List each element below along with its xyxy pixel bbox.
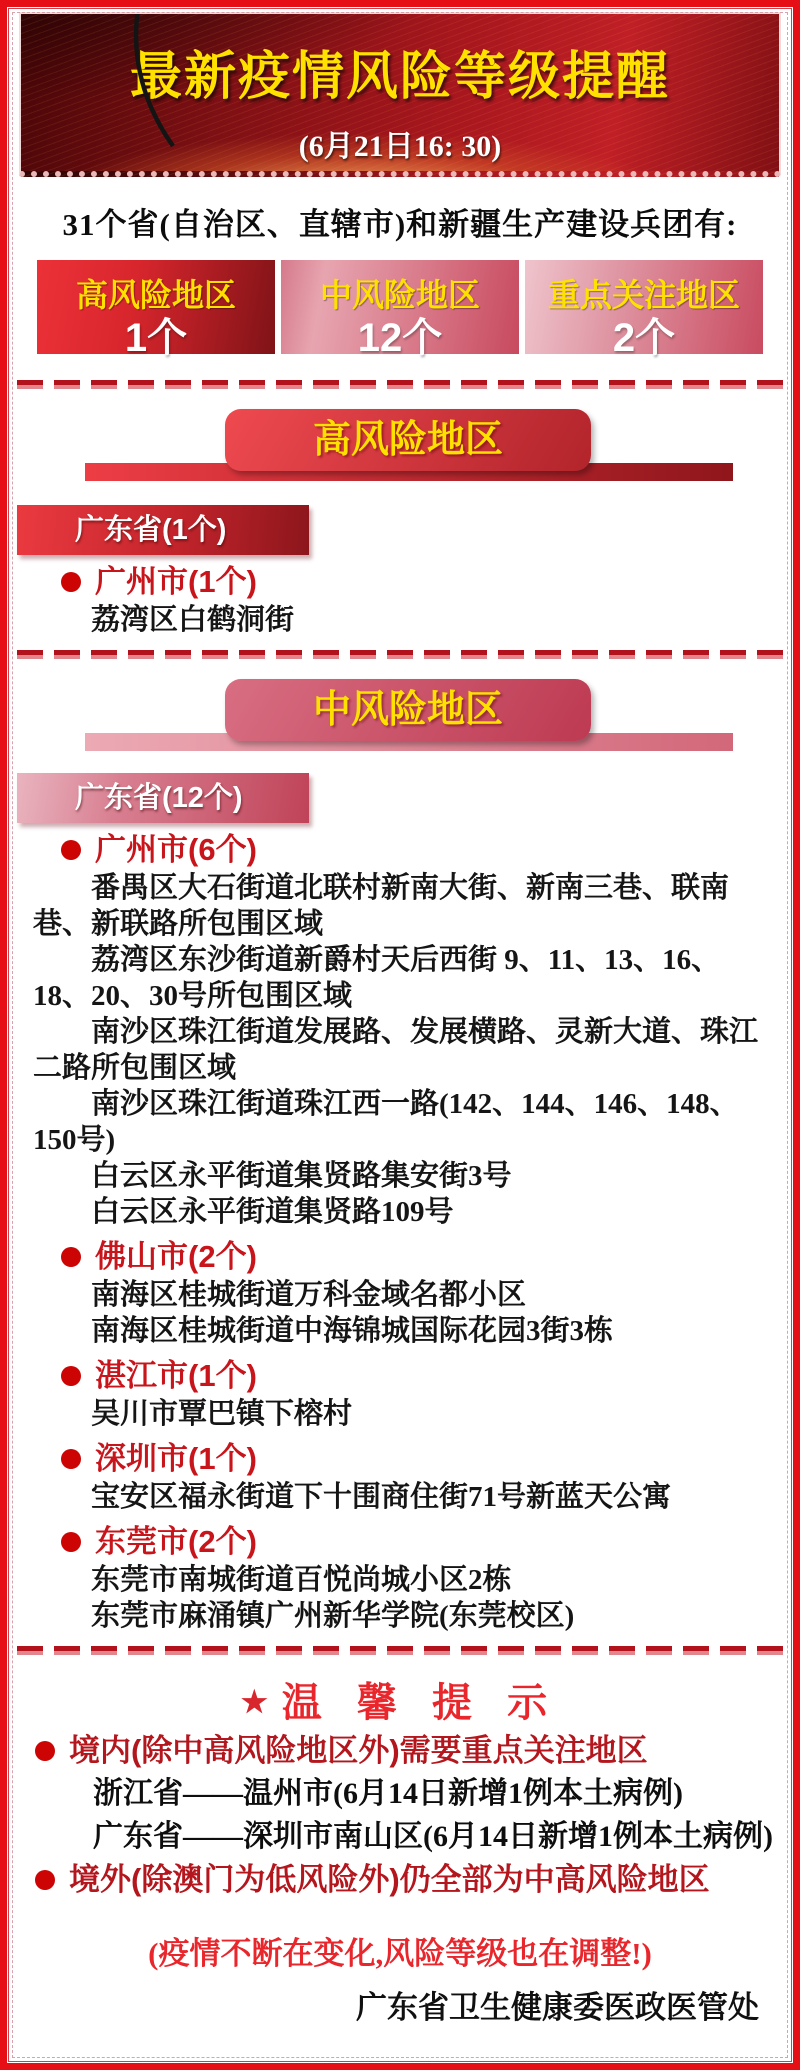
city-name: 深圳市(1个): [95, 1441, 257, 1476]
tip-subline: 广东省——深圳市南山区(6月14日新增1例本土病例): [93, 1820, 773, 1853]
tip-text: 境内(除中高风险地区外)需要重点关注地区: [69, 1733, 648, 1768]
tip-row-domestic: [35, 1732, 793, 1770]
signature: 广东省卫生健康委医政医管处: [356, 1990, 759, 2025]
city-row: [61, 831, 769, 868]
tip-row-overseas: [35, 1861, 793, 1899]
stats-row: [37, 260, 763, 360]
city-row: [61, 1523, 769, 1560]
bullet-icon: [61, 1366, 81, 1386]
address-line: 白云区永平街道集贤路集安街3号: [91, 1160, 512, 1192]
province-bar-high-risk: 广东省(1个): [17, 505, 309, 555]
city-row: [61, 563, 769, 600]
high-risk-list: [33, 563, 769, 638]
address-line: 南海区桂城街道万科金域名都小区: [91, 1279, 527, 1311]
stat-card-mid-risk: [281, 260, 519, 360]
dashed-separator: [17, 1646, 783, 1655]
city-row: [61, 1238, 769, 1275]
stat-label: 高风险地区: [75, 277, 236, 313]
stat-count: 12个: [357, 316, 443, 360]
city-row: [61, 1357, 769, 1394]
page-subtitle: (6月21日16: 30): [298, 130, 502, 163]
string-decoration-icon: [21, 12, 241, 157]
tips-title-text: 温 馨 提 示: [281, 1681, 560, 1725]
city-name: 佛山市(2个): [95, 1239, 257, 1274]
tip-subline: 浙江省——温州市(6月14日新增1例本土病例): [93, 1777, 683, 1810]
stat-label: 中风险地区: [319, 277, 480, 313]
tips-title: [7, 1679, 793, 1727]
bullet-icon: [35, 1870, 55, 1890]
high-risk-section-header: [7, 409, 793, 489]
address-line: 南沙区珠江街道珠江西一路(142、144、146、148、150号): [33, 1088, 739, 1156]
city-name: 东莞市(2个): [95, 1524, 257, 1559]
mid-risk-section-header: [7, 679, 793, 759]
star-icon: ★: [240, 1686, 268, 1719]
stat-card-high-risk: [37, 260, 275, 360]
section-title-mid-risk: 中风险地区: [225, 679, 591, 741]
bullet-icon: [61, 840, 81, 860]
address-line: 荔湾区白鹤洞街: [91, 604, 295, 636]
city-row: [61, 1440, 769, 1477]
address-line: 南沙区珠江街道发展路、发展横路、灵新大道、珠江二路所包围区域: [33, 1016, 759, 1084]
dashed-separator: [17, 380, 783, 389]
address-line: 番禺区大石街道北联村新南大街、新南三巷、联南巷、新联路所包围区域: [33, 872, 730, 940]
stat-count: 2个: [612, 316, 676, 360]
dashed-separator: [17, 650, 783, 659]
bullet-icon: [61, 1532, 81, 1552]
bullet-icon: [61, 1449, 81, 1469]
city-name: 广州市(6个): [95, 832, 257, 867]
address-line: 白云区永平街道集贤路109号: [91, 1196, 454, 1228]
section-title-high-risk: 高风险地区: [225, 409, 591, 471]
address-line: 宝安区福永街道下十围商住街71号新蓝天公寓: [91, 1481, 672, 1513]
bullet-icon: [61, 572, 81, 592]
bullet-icon: [35, 1741, 55, 1761]
stat-card-watch: [525, 260, 763, 360]
address-line: 南海区桂城街道中海锦城国际花园3街3栋: [91, 1315, 614, 1347]
mid-risk-list: [33, 831, 769, 1634]
page-title: 最新疫情风险等级提醒: [129, 49, 670, 106]
address-line: 东莞市南城街道百悦尚城小区2栋: [91, 1564, 512, 1596]
header-banner: [19, 12, 781, 177]
address-line: 东莞市麻涌镇广州新华学院(东莞校区): [91, 1600, 575, 1632]
stat-label: 重点关注地区: [547, 277, 740, 313]
stat-count: 1个: [124, 316, 188, 360]
province-bar-mid-risk: 广东省(12个): [17, 773, 309, 823]
city-name: 广州市(1个): [95, 564, 257, 599]
address-line: 荔湾区东沙街道新爵村天后西街 9、11、13、16、 18、20、30号所包围区域: [33, 944, 721, 1012]
address-line: 吴川市覃巴镇下榕村: [91, 1398, 353, 1430]
bullet-icon: [61, 1247, 81, 1267]
city-name: 湛江市(1个): [95, 1358, 257, 1393]
tip-text: 境外(除澳门为低风险外)仍全部为中高风险地区: [69, 1862, 710, 1897]
intro-heading: 31个省(自治区、直辖市)和新疆生产建设兵团有:: [62, 207, 738, 242]
changing-note: (疫情不断在变化,风险等级也在调整!): [148, 1936, 652, 1971]
